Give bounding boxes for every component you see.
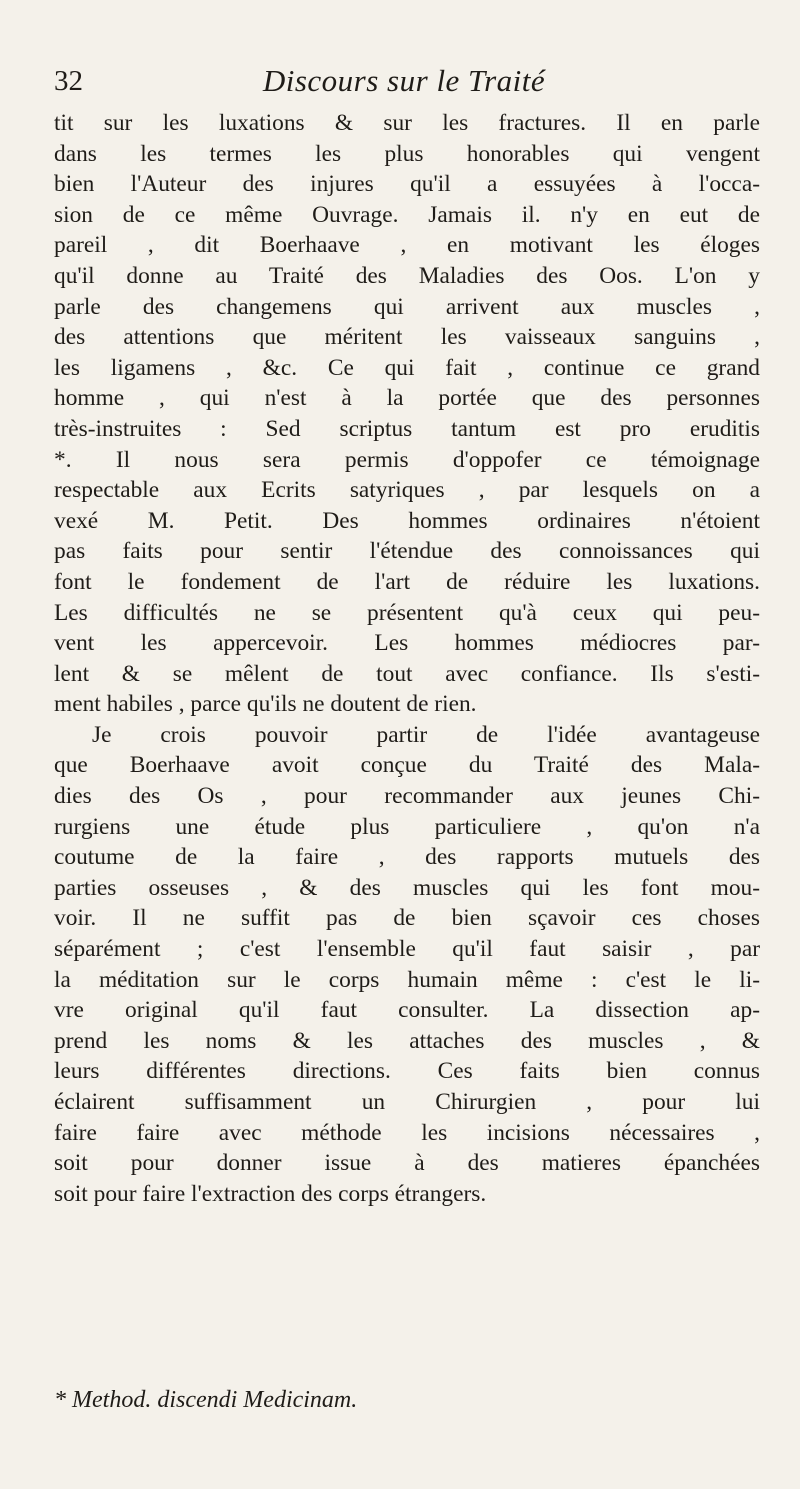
- text-line: que Boerhaave avoit conçue du Traité des Mala-: [54, 752, 760, 779]
- running-title: Discours sur le Traité: [262, 63, 546, 98]
- text-line: Je crois pouvoir partir de l'idée avantageuse: [92, 721, 760, 748]
- text-line: bien l'Auteur des injures qu'il a essuyées à l'occa-: [54, 171, 760, 198]
- text-line: coutume de la faire , des rapports mutuels des: [54, 844, 760, 871]
- text-line: rurgiens une étude plus particuliere , qu'on n'a: [54, 813, 760, 840]
- text-line: les ligamens , &c. Ce qui fait , continue ce grand: [54, 354, 760, 381]
- text-line: des attentions que méritent les vaisseaux sanguins ,: [54, 324, 760, 351]
- text-line: pas faits pour sentir l'étendue des connoissances qui: [54, 538, 760, 565]
- text-line: leurs différentes directions. Ces faits bien connus: [54, 1058, 760, 1085]
- text-line: parties osseuses , & des muscles qui les font mou-: [54, 874, 760, 901]
- text-line: très-instruites : Sed scriptus tantum est pro eruditis: [54, 415, 760, 442]
- text-line: ment habiles , parce qu'ils ne doutent de rien.: [54, 691, 477, 718]
- text-line: parle des changemens qui arrivent aux muscles ,: [54, 293, 760, 320]
- text-line: Les difficultés ne se présentent qu'à ceux qui peu-: [54, 599, 760, 626]
- text-line: dans les termes les plus honorables qui vengent: [54, 140, 760, 167]
- text-line: *. Il nous sera permis d'oppofer ce témoignage: [54, 446, 760, 473]
- text-line: respectable aux Ecrits satyriques , par lesquels on a: [54, 477, 760, 504]
- text-line: faire faire avec méthode les incisions nécessaires ,: [54, 1119, 760, 1146]
- body-text: [54, 108, 760, 1209]
- text-line: lent & se mêlent de tout avec confiance. Ils s'esti-: [54, 660, 760, 687]
- text-line: pareil , dit Boerhaave , en motivant les éloges: [54, 232, 760, 259]
- text-line: la méditation sur le corps humain même : c'est le li-: [54, 966, 760, 993]
- text-line: soit pour faire l'extraction des corps étrangers.: [54, 1180, 487, 1207]
- text-line: voir. Il ne suffit pas de bien sçavoir ces choses: [54, 905, 760, 932]
- text-line: vre original qu'il faut consulter. La dissection ap-: [54, 997, 760, 1024]
- text-line: vexé M. Petit. Des hommes ordinaires n'étoient: [54, 507, 760, 534]
- text-line: séparément ; c'est l'ensemble qu'il faut saisir , par: [54, 936, 760, 963]
- text-line: homme , qui n'est à la portée que des personnes: [54, 385, 760, 412]
- footnote: * Method. discendi Medicinam.: [54, 1387, 358, 1413]
- text-line: prend les noms & les attaches des muscles , &: [54, 1027, 760, 1054]
- text-line: éclairent suffisamment un Chirurgien , pour lui: [54, 1089, 760, 1115]
- text-line: vent les appercevoir. Les hommes médiocres par-: [54, 630, 760, 657]
- text-line: dies des Os , pour recommander aux jeunes Chi-: [54, 783, 760, 810]
- text-line: qu'il donne au Traité des Maladies des Oos. L'on y: [54, 262, 760, 289]
- page-number: 32: [54, 65, 83, 97]
- page-header: [54, 58, 754, 104]
- text-line: font le fondement de l'art de réduire les luxations.: [54, 568, 760, 595]
- text-line: tit sur les luxations & sur les fractures. Il en parle: [54, 110, 760, 136]
- text-line: soit pour donner issue à des matieres épanchées: [54, 1150, 760, 1177]
- text-line: sion de ce même Ouvrage. Jamais il. n'y en eut de: [54, 201, 760, 228]
